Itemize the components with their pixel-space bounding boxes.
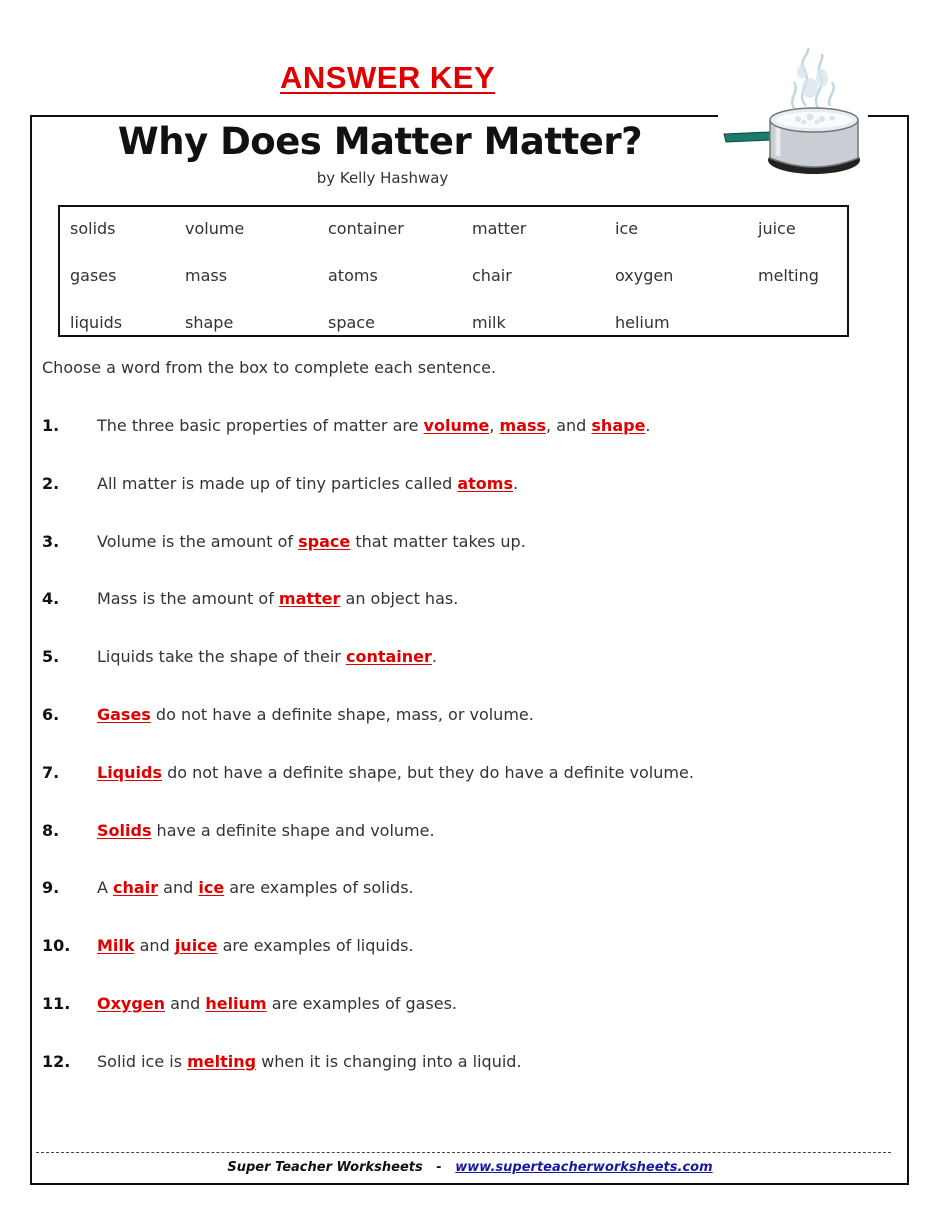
word-bank-word: oxygen <box>615 266 674 285</box>
sentence-fragment: have a definite shape and volume. <box>151 820 435 840</box>
question-text <box>97 763 694 782</box>
sentence-fragment: and <box>134 936 175 956</box>
answer-word: volume <box>423 416 490 435</box>
sentence-fragment: are examples of gases. <box>266 994 458 1013</box>
word-bank-word: container <box>328 219 404 238</box>
sentence-fragment: . <box>513 473 519 493</box>
sentence-fragment: do not have a definite shape, but they do have a definite volume. <box>161 762 694 782</box>
question-number: 12. <box>42 1051 71 1071</box>
word-bank-word: gases <box>70 266 117 285</box>
sentence-fragment: do not have a definite shape, mass, or volume. <box>150 705 534 724</box>
sentence-fragment: Solid ice is <box>97 1051 188 1071</box>
word-bank-word: mass <box>185 266 228 285</box>
word-bank-word: liquids <box>70 313 123 332</box>
sentence-fragment: Liquids take the shape of their <box>97 647 346 667</box>
question-text <box>97 878 414 897</box>
question-text <box>97 821 435 840</box>
word-bank-word: solids <box>70 219 116 238</box>
answer-word: juice <box>174 936 218 956</box>
question-number: 2. <box>42 473 60 493</box>
word-bank-word: melting <box>758 266 819 285</box>
word-bank-word: matter <box>472 219 527 238</box>
sentence-fragment: and <box>165 994 206 1013</box>
word-bank-word: shape <box>185 313 234 332</box>
page-title: Why Does Matter Matter? <box>117 120 643 163</box>
answer-word: melting <box>187 1051 257 1071</box>
word-bank-word: volume <box>185 219 245 238</box>
question-text <box>97 936 414 955</box>
question-number: 7. <box>42 762 60 782</box>
word-bank-word: milk <box>472 313 506 332</box>
word-bank-word: atoms <box>328 266 378 285</box>
sentence-fragment: , <box>489 416 500 435</box>
answer-word: matter <box>278 589 341 609</box>
answer-word: shape <box>591 416 646 435</box>
sentence-fragment: Volume is the amount of <box>97 531 299 551</box>
question-text <box>97 705 534 724</box>
sentence-fragment: . <box>431 647 437 667</box>
answer-word: mass <box>499 416 547 435</box>
question-number: 3. <box>42 531 60 551</box>
sentence-fragment: A <box>97 878 114 898</box>
word-bank-word: ice <box>615 219 639 238</box>
sentence-fragment: that matter takes up. <box>350 531 526 551</box>
sentence-fragment: All matter is made up of tiny particles called <box>97 473 458 493</box>
sentence-fragment: Mass is the amount of <box>97 589 279 609</box>
answer-word: ice <box>198 878 225 898</box>
question-number: 8. <box>42 820 60 840</box>
footer-divider <box>36 1152 891 1153</box>
sentence-fragment: when it is changing into a liquid. <box>256 1051 522 1071</box>
answer-word: container <box>345 647 432 667</box>
question-text <box>97 474 518 493</box>
question-number: 1. <box>42 416 60 435</box>
sentence-fragment: , and <box>546 416 592 435</box>
footer-url-link[interactable]: www.superteacherworksheets.com <box>455 1160 713 1175</box>
sentence-fragment: . <box>645 416 651 435</box>
question-number: 6. <box>42 705 60 724</box>
sentence-fragment: and <box>158 878 199 898</box>
word-bank-word: chair <box>472 266 512 285</box>
question-number: 11. <box>42 994 71 1013</box>
word-bank-word: helium <box>615 313 670 332</box>
word-bank-word: space <box>328 313 375 332</box>
answer-word: Oxygen <box>97 994 166 1013</box>
question-number: 4. <box>42 589 60 609</box>
word-bank-word: juice <box>758 219 796 238</box>
answer-word: Solids <box>97 820 152 840</box>
question-text <box>97 994 457 1013</box>
question-number: 10. <box>42 936 71 956</box>
question-text <box>97 1052 522 1071</box>
answer-word: Liquids <box>97 762 162 782</box>
question-number: 9. <box>42 878 60 898</box>
sentence-fragment: an object has. <box>340 589 459 609</box>
question-text <box>97 532 526 551</box>
answer-word: Milk <box>97 936 135 956</box>
answer-word: Gases <box>97 705 151 724</box>
answer-word: atoms <box>457 473 513 493</box>
word-bank <box>58 205 849 337</box>
question-number: 5. <box>42 647 60 667</box>
sentence-fragment: The three basic properties of matter are <box>97 416 424 435</box>
footer-brand: Super Teacher Worksheets <box>227 1160 423 1175</box>
question-text <box>97 589 458 608</box>
answer-key-heading: ANSWER KEY <box>280 60 496 95</box>
author-byline: by Kelly Hashway <box>316 169 449 187</box>
answer-word: space <box>298 531 351 551</box>
footer <box>0 1160 940 1175</box>
question-text <box>97 647 437 666</box>
question-text <box>97 416 651 435</box>
sentence-fragment: are examples of solids. <box>224 878 414 898</box>
answer-word: helium <box>205 994 267 1013</box>
footer-separator: - <box>436 1160 442 1175</box>
instructions: Choose a word from the box to complete each sentence. <box>42 358 497 377</box>
answer-word: chair <box>113 878 159 898</box>
sentence-fragment: are examples of liquids. <box>217 936 414 956</box>
